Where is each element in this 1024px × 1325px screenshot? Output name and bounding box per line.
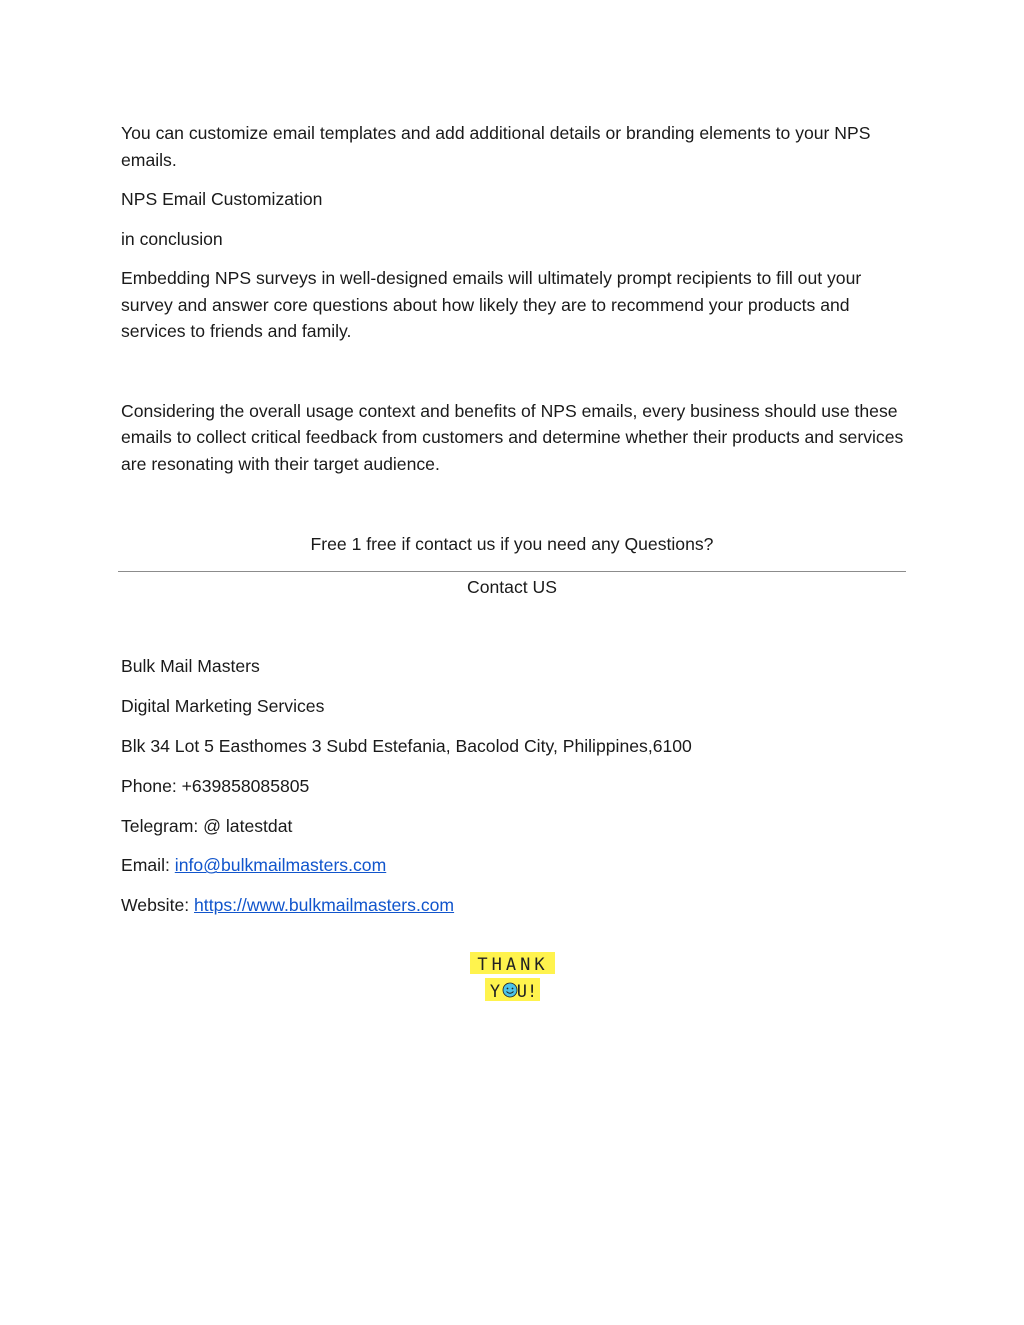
divider (118, 571, 906, 572)
website-line (121, 892, 911, 919)
intro-paragraph: You can customize email templates and add additional details or branding elements to your NPS emails. (121, 123, 871, 170)
website-label: Website: (121, 895, 195, 916)
you-u-text: U! (516, 982, 538, 1002)
email-line (121, 852, 911, 879)
contact-info (121, 653, 911, 932)
address-line: Blk 34 Lot 5 Easthomes 3 Subd Estefania, Bacolod City, Philippines,6100 (121, 735, 692, 756)
phone-line: Phone: +639858085805 (121, 775, 310, 796)
email-label: Email: (121, 855, 175, 876)
you-y-text: Y (489, 982, 501, 1002)
conclusion-heading: in conclusion (121, 228, 223, 249)
smiley-eye-left (507, 988, 509, 990)
email-link[interactable]: info@bulkmailmasters.com (174, 855, 387, 876)
paragraph-embedding: Embedding NPS surveys in well-designed emails will ultimately prompt recipients to fill out your survey and answer core questions about how likely they are to recommend your products and services to friends and family. (121, 268, 862, 341)
cta-question: Free 1 free if contact us if you need any Questions? (310, 534, 714, 554)
body-text (121, 120, 911, 477)
service-line: Digital Marketing Services (121, 695, 325, 716)
thank-text: THANK (477, 955, 549, 975)
contact-us-heading: Contact US (467, 577, 557, 597)
paragraph-considering: Considering the overall usage context and benefits of NPS emails, every business should use these emails to collect critical feedback from customers and determine whether their products and services are resonating with their target audience. (121, 400, 904, 474)
smiley-face-icon (503, 983, 517, 997)
thank-you-sticker (469, 950, 557, 1004)
company-name: Bulk Mail Masters (121, 656, 260, 676)
website-link[interactable]: https://www.bulkmailmasters.com (194, 895, 455, 916)
telegram-line: Telegram: @ latestdat (121, 815, 293, 836)
smiley-eye-right (512, 988, 514, 990)
subheading: NPS Email Customization (121, 189, 323, 209)
